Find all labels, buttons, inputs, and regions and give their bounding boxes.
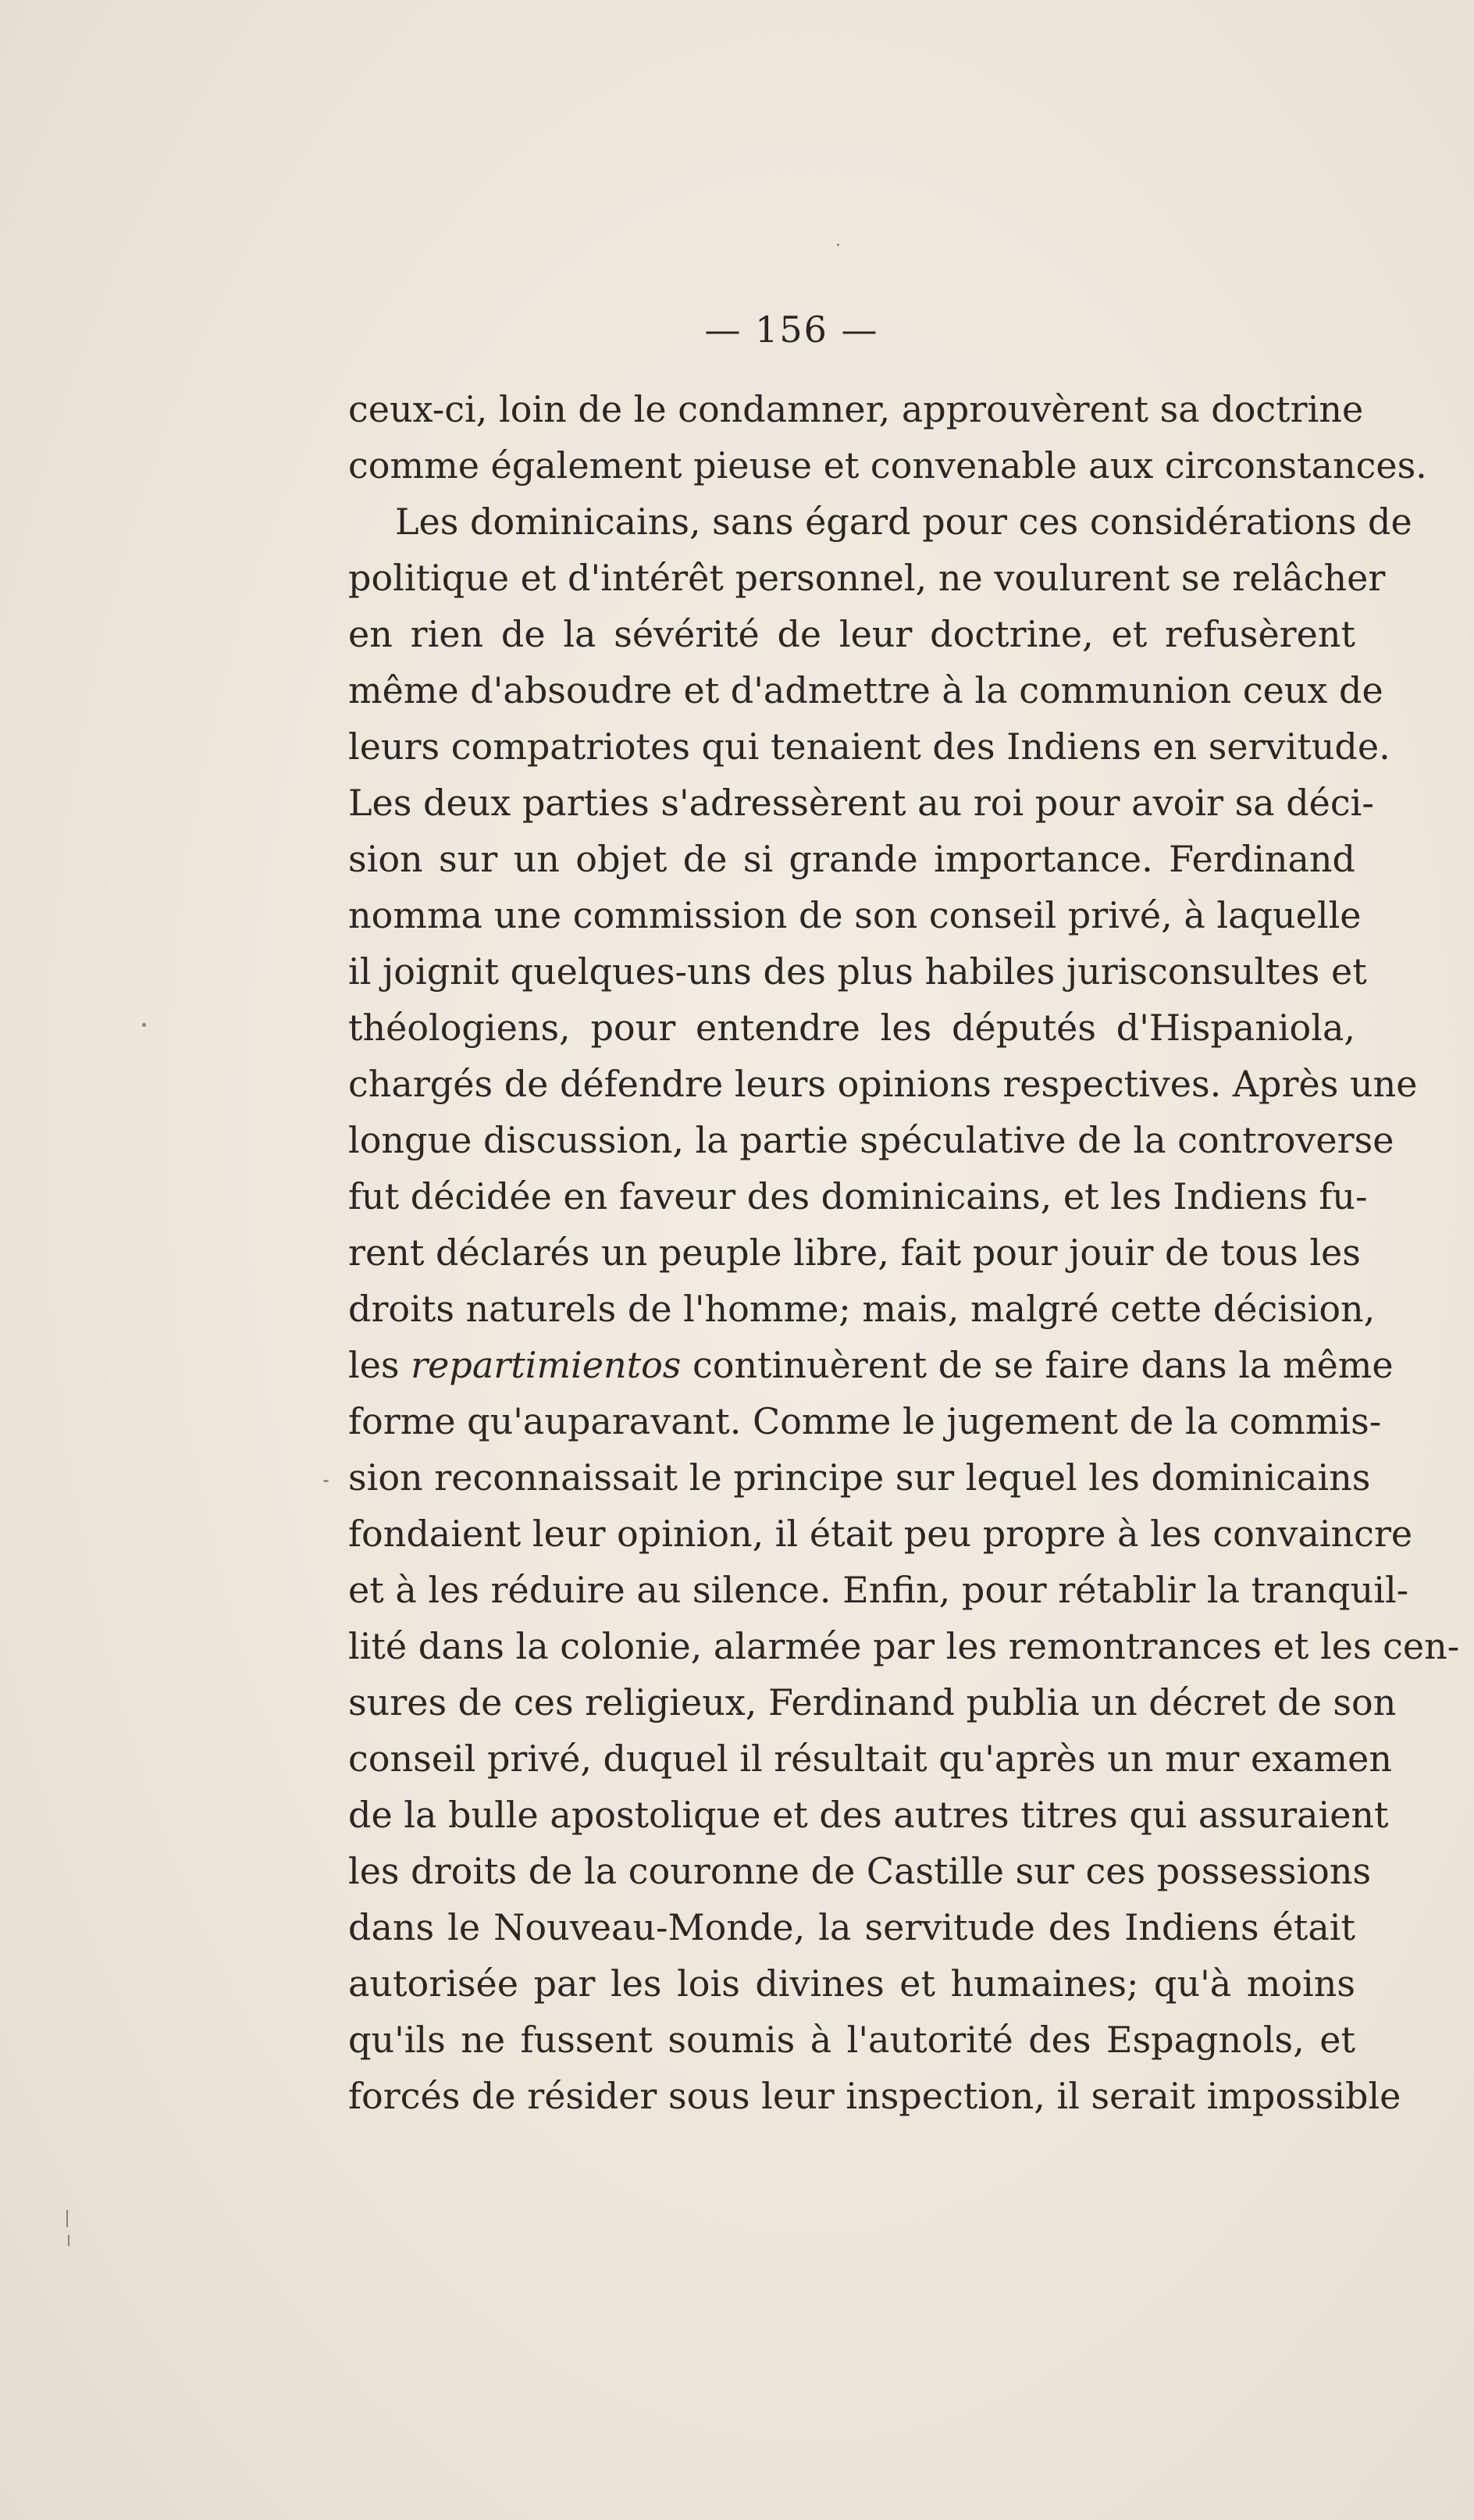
- text-line: en rien de la sévérité de leur doctrine, et refusèrent: [348, 613, 1355, 655]
- text-line: sures de ces religieux, Ferdinand publia un décret de son: [348, 1681, 1397, 1723]
- text-line: autorisée par les lois divines et humaines; qu'à moins: [348, 1962, 1355, 2005]
- text-line: nomma une commission de son conseil privé, à laquelle: [348, 894, 1362, 936]
- text-line: les droits de la couronne de Castille sur ces possessions: [348, 1850, 1372, 1892]
- text-line: il joignit quelques-uns des plus habiles jurisconsultes et: [348, 950, 1367, 993]
- text-line: sion sur un objet de si grande importance. Ferdinand: [348, 838, 1355, 880]
- line-17-after: continuèrent de se faire dans la même: [692, 1344, 1394, 1386]
- text-line: sion reconnaissait le principe sur lequel les dominicains: [348, 1456, 1371, 1499]
- text-line: qu'ils ne fussent soumis à l'autorité des Espagnols, et: [348, 2019, 1355, 2061]
- paper-speck: [323, 1480, 329, 1482]
- paper-speck: [837, 244, 839, 246]
- body-text: [348, 381, 1460, 2124]
- text-line: de la bulle apostolique et des autres titres qui assuraient: [348, 1794, 1389, 1836]
- text-line: ceux-ci, loin de le condamner, approuvèrent sa doctrine: [348, 388, 1364, 430]
- text-line: comme également pieuse et convenable aux circonstances.: [348, 444, 1427, 487]
- text-line: fondaient leur opinion, il était peu propre à les convaincre: [348, 1513, 1413, 1555]
- text-line: chargés de défendre leurs opinions respectives. Après une: [348, 1063, 1418, 1105]
- text-line: lité dans la colonie, alarmée par les remontrances et les cen-: [348, 1625, 1460, 1667]
- text-line: Les deux parties s'adressèrent au roi pour avoir sa déci-: [348, 782, 1374, 824]
- paper-mark: [68, 2235, 69, 2246]
- text-line: forme qu'auparavant. Comme le jugement de la commis-: [348, 1400, 1382, 1442]
- text-line: rent déclarés un peuple libre, fait pour jouir de tous les: [348, 1231, 1361, 1274]
- text-line: même d'absoudre et d'admettre à la communion ceux de: [348, 669, 1383, 711]
- paragraph-start-line: Les dominicains, sans égard pour ces considérations de: [395, 501, 1412, 543]
- text-line: longue discussion, la partie spéculative de la controverse: [348, 1119, 1394, 1161]
- text-line: politique et d'intérêt personnel, ne voulurent se relâcher: [348, 557, 1386, 599]
- paper-speck: [142, 1023, 146, 1027]
- text-line-with-italic: [348, 1337, 1394, 1393]
- text-line: droits naturels de l'homme; mais, malgré cette décision,: [348, 1288, 1376, 1330]
- text-line: leurs compatriotes qui tenaient des Indiens en servitude.: [348, 725, 1390, 768]
- text-line: et à les réduire au silence. Enfin, pour rétablir la tranquil-: [348, 1569, 1409, 1611]
- paper-mark: [66, 2210, 68, 2227]
- text-line: forcés de résider sous leur inspection, il serait impossible: [348, 2075, 1401, 2117]
- italic-term-repartimientos: repartimientos: [411, 1344, 682, 1386]
- page-number: — 156 —: [704, 308, 879, 351]
- text-line: dans le Nouveau-Monde, la servitude des Indiens était: [348, 1906, 1355, 1948]
- text-line: fut décidée en faveur des dominicains, et les Indiens fu-: [348, 1175, 1368, 1217]
- text-line: théologiens, pour entendre les députés d'Hispaniola,: [348, 1007, 1355, 1049]
- text-line: conseil privé, duquel il résultait qu'après un mur examen: [348, 1738, 1393, 1780]
- line-17-before: les: [348, 1344, 400, 1386]
